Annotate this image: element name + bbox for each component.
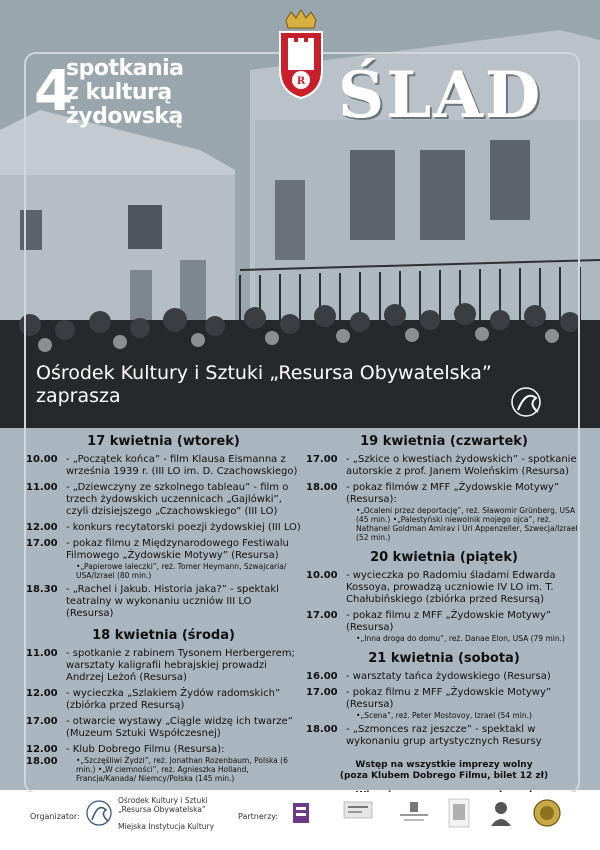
- admission-line-2: (poza Klubem Dobrego Filmu, bilet 12 zł): [339, 771, 549, 781]
- event-item: [306, 610, 582, 643]
- event-subnote: •„Papierowe laleczki”, reż. Tomer Heymann, Szwajcaria/ USA/Izrael (80 min.): [76, 562, 287, 580]
- event-item: [306, 454, 582, 478]
- partner-logo-2-icon: [340, 800, 376, 828]
- event-item: [26, 744, 301, 756]
- partner-logo-5-icon: [488, 798, 514, 828]
- event-item: [26, 482, 301, 518]
- event-item: [306, 671, 582, 683]
- school-emblem-icon: [532, 798, 562, 828]
- event-text: - spotkanie z rabinem Tysonem Herbergerem; warsztaty kaligrafii hebrajskiej prowadzi Andrzej Leżoń (Resursa): [66, 648, 295, 683]
- event-time: 10.00: [26, 454, 58, 465]
- program-right-column: [306, 436, 582, 802]
- organizer-label: Organizator:: [30, 812, 80, 821]
- event-item: [26, 648, 301, 684]
- event-time: 18.00: [26, 756, 58, 767]
- partners-label: Partnerzy:: [238, 812, 279, 821]
- svg-text:R: R: [296, 76, 306, 87]
- event-time: 16.00: [306, 671, 338, 682]
- event-text: - konkurs recytatorski poezji żydowskiej (III LO): [66, 522, 301, 533]
- event-text: - otwarcie wystawy „Ciągle widzę ich twarze” (Muzeum Sztuki Współczesnej): [66, 716, 293, 739]
- day-heading-19: 19 kwietnia (czwartek): [360, 434, 528, 449]
- event-subnote: •„Scena”, reż. Peter Mostovoy, Izrael (54 min.): [356, 711, 532, 720]
- event-item: [26, 716, 301, 740]
- event-item: [306, 570, 582, 606]
- organizer-name-line-2: „Resursa Obywatelska”: [118, 805, 206, 814]
- event-subnote: •„Szczęśliwi Żydzi”, reż. Jonathan Rozenbaum, Polska (6 min.) •„W ciemności”, reż. Agnieszka Holland, Francja/Kanada/ Niemcy/Polska (145 min.): [76, 756, 288, 783]
- radom-coat-of-arms-icon: [276, 8, 326, 100]
- event-item: [26, 538, 301, 580]
- org-headline: [36, 362, 492, 408]
- event-text: - wycieczka „Szlakiem Żydów radomskich” (zbiórka przed Resursą): [66, 688, 281, 711]
- event-item: [26, 756, 301, 783]
- event-time: 17.00: [26, 716, 58, 727]
- event-time: 12.00: [26, 744, 58, 755]
- event-text: - „Początek końca” - film Klausa Eismanna z września 1939 r. (III LO im. D. Czachowskiego): [66, 454, 298, 477]
- organizer-name-line-1: Ośrodek Kultury i Sztuki: [118, 796, 208, 805]
- event-text: - warsztaty tańca żydowskiego (Resursa): [346, 671, 551, 682]
- series-line-1: spotkania: [66, 56, 184, 81]
- event-text: - pokaz filmu z Międzynarodowego Festiwalu Filmowego „Żydowskie Motywy” (Resursa): [66, 538, 289, 561]
- event-item: [26, 454, 301, 478]
- event-item: [306, 482, 582, 542]
- organizer-name-line-3: Miejska Instytucja Kultury: [118, 822, 215, 831]
- day-heading-18: 18 kwietnia (środa): [92, 628, 235, 643]
- event-time: 18.00: [306, 724, 338, 735]
- event-time: 17.00: [306, 454, 338, 465]
- event-item: [26, 522, 301, 534]
- org-headline-line-2: zaprasza: [36, 384, 121, 407]
- series-line-2: z kulturą: [66, 80, 172, 105]
- series-line-3: żydowską: [66, 104, 183, 129]
- event-time: 12.00: [26, 688, 58, 699]
- event-title: ŚLAD: [338, 58, 543, 133]
- event-text: - Klub Dobrego Filmu (Resursa):: [66, 744, 225, 755]
- event-text: - pokaz filmu z MFF „Żydowskie Motywy” (Resursa): [346, 687, 552, 710]
- event-item: [26, 584, 301, 620]
- event-text: - „Dziewczyny ze szkolnego tableau” - film o trzech żydowskich uczennicach „Gajlówki”, czyli dzisiejszego „Czachowskiego” (III LO): [66, 482, 289, 517]
- resursa-logo-icon: [84, 798, 114, 828]
- event-text: - pokaz filmu z MFF „Żydowskie Motywy” (Resursa): [346, 610, 552, 633]
- series-title: [34, 56, 244, 146]
- event-text: - „Rachel i Jakub. Historia jaka?” - spektakl teatralny w wykonaniu uczniów III LO (Resursa): [66, 584, 279, 619]
- program-left-column: [26, 436, 301, 787]
- admission-notice: [306, 760, 582, 782]
- org-headline-line-1: Ośrodek Kultury i Sztuki „Resursa Obywatelska”: [36, 362, 492, 384]
- event-time: 18.30: [26, 584, 58, 595]
- series-number: 4: [34, 59, 73, 124]
- event-item: [26, 688, 301, 712]
- event-time: 11.00: [26, 648, 58, 659]
- event-time: 11.00: [26, 482, 58, 493]
- day-heading-21: 21 kwietnia (sobota): [368, 651, 520, 666]
- event-text: - pokaz filmów z MFF „Żydowskie Motywy” (Resursa):: [346, 482, 560, 505]
- footer: [0, 792, 600, 850]
- event-text: - wycieczka po Radomiu śladami Edwarda Kossoya, prowadzą uczniowie IV LO im. T. Chałubińskiego (zbiórka przed Resursą): [346, 570, 556, 605]
- event-time: 17.00: [26, 538, 58, 549]
- event-time: 17.00: [306, 610, 338, 621]
- event-time: 10.00: [306, 570, 338, 581]
- event-item: [306, 687, 582, 720]
- partner-logo-1-icon: [292, 802, 310, 824]
- event-subnote: •„Ocaleni przez deportację”, reż. Sławomir Grünberg, USA (45 min.) •„Palestyński niewolnik mojego ojca”, reż. Nathanel Goldman Amirav i Uri Appenzeller, Szwecja/Izrael (52 min.): [356, 506, 578, 542]
- day-heading-17: 17 kwietnia (wtorek): [87, 434, 240, 449]
- day-heading-20: 20 kwietnia (piątek): [370, 550, 518, 565]
- resursa-logo-icon: [508, 384, 548, 420]
- event-time: 18.00: [306, 482, 338, 493]
- event-text: - „Szkice o kwestiach żydowskich” - spotkanie autorskie z prof. Janem Woleńskim (Resursa): [346, 454, 577, 477]
- event-subnote: •„Inna droga do domu”, reż. Danae Elon, USA (79 min.): [356, 634, 565, 643]
- organizer-name: [118, 796, 214, 831]
- partner-logo-3-icon: [394, 800, 434, 828]
- event-time: 17.00: [306, 687, 338, 698]
- admission-line-1: Wstęp na wszystkie imprezy wolny: [355, 760, 533, 770]
- event-item: [306, 724, 582, 748]
- partner-logo-4-icon: [448, 798, 470, 828]
- event-time: 12.00: [26, 522, 58, 533]
- event-text: - „Szmonces raz jeszcze” - spektakl w wykonaniu grup artystycznych Resursy: [346, 724, 542, 747]
